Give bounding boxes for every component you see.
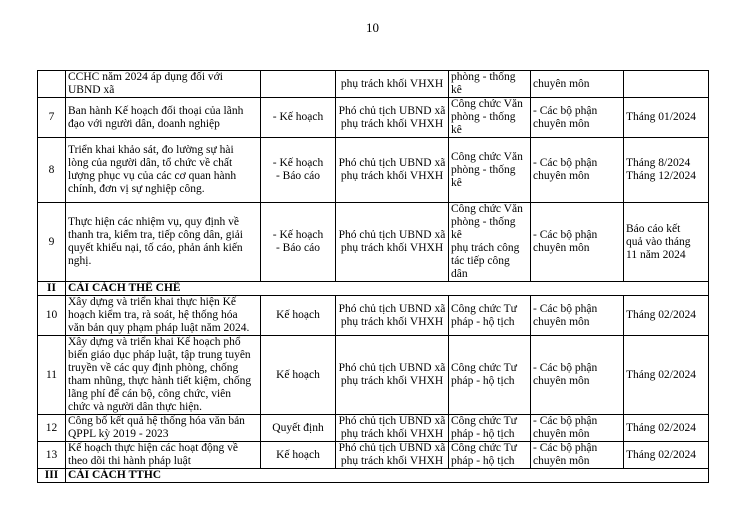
product-cell [261, 442, 336, 469]
task-cell-line: quyết khiếu nại, tố cáo, phản ánh kiến [68, 242, 243, 254]
task-cell-line: đạo với người dân, doanh nghiệp [68, 117, 220, 130]
task-cell-line: chức và người dân thực hiện. [68, 401, 202, 413]
coordinator-cell-line: Công chức Văn [451, 203, 523, 215]
task-cell-line: Ban hành Kế hoạch đối thoại của lãnh [68, 104, 244, 117]
task-cell [66, 442, 261, 469]
support-cell [531, 138, 624, 203]
row-number: 11 [38, 336, 66, 415]
coordinator-cell-line: Công chức Tư [451, 302, 517, 315]
support-cell-line: - Các bộ phận [533, 229, 598, 241]
support-cell-line: chuyên môn [533, 242, 590, 254]
support-cell [531, 296, 624, 336]
lead-cell-line: phụ trách khối VHXH [340, 242, 444, 254]
task-cell [66, 296, 261, 336]
lead-cell-line: phụ trách khối VHXH [340, 170, 444, 182]
lead-cell-line: Phó chủ tịch UBND xã [338, 442, 446, 454]
task-cell [66, 98, 261, 138]
support-cell [531, 336, 624, 415]
task-cell-line: theo dõi thi hành pháp luật [68, 455, 191, 467]
lead-cell-line: Phó chủ tịch UBND xã [338, 302, 446, 315]
coordinator-cell-line: pháp - hộ tịch [451, 428, 515, 440]
task-cell-line: biến giáo dục pháp luật, tập trung tuyên [68, 349, 251, 361]
support-cell-line: - Các bộ phận [533, 157, 598, 169]
lead-cell-line: Phó chủ tịch UBND xã [338, 362, 446, 374]
coordinator-cell-line: phòng - thống kê [451, 216, 516, 241]
task-cell-line: tham nhũng, thực hành tiết kiệm, chống [68, 375, 252, 387]
support-cell-line: - Các bộ phận [533, 104, 598, 117]
row-number: 9 [38, 203, 66, 282]
section-row [38, 469, 709, 483]
support-cell [531, 415, 624, 442]
support-cell-line: chuyên môn [533, 315, 590, 328]
coordinator-cell [449, 71, 531, 98]
time-cell-line: Tháng 02/2024 [626, 368, 696, 381]
lead-cell-line: Phó chủ tịch UBND xã [338, 229, 446, 241]
task-cell-line: CCHC năm 2024 áp dụng đối với [68, 71, 223, 83]
lead-cell-line: Phó chủ tịch UBND xã [338, 104, 446, 117]
task-cell-line: Công bố kết quả hệ thống hóa văn bản [68, 415, 245, 427]
lead-cell [336, 442, 449, 469]
page-number: 10 [366, 20, 379, 35]
table-row [38, 71, 709, 98]
coordinator-cell-line: Công chức Tư [451, 442, 517, 454]
lead-cell-line: phụ trách khối VHXH [340, 77, 444, 90]
coordinator-cell-line: phụ trách công [451, 242, 520, 254]
table-row [38, 98, 709, 138]
lead-cell-line: phụ trách khối VHXH [340, 455, 444, 467]
support-cell-line: chuyên môn [533, 170, 590, 182]
section-title: CẢI CÁCH TTHC [66, 469, 709, 483]
row-number: 12 [38, 415, 66, 442]
coordinator-cell [449, 203, 531, 282]
coordinator-cell [449, 296, 531, 336]
product-cell [261, 138, 336, 203]
row-number: 8 [38, 138, 66, 203]
table-row [38, 138, 709, 203]
lead-cell [336, 98, 449, 138]
task-cell-line: văn bản quy phạm pháp luật năm 2024. [68, 322, 250, 334]
task-cell-line: hoạch kiểm tra, rà soát, hệ thống hóa [68, 309, 238, 321]
coordinator-cell [449, 336, 531, 415]
section-row [38, 282, 709, 296]
product-cell-line: Quyết định [272, 421, 324, 434]
lead-cell-line: phụ trách khối VHXH [340, 375, 444, 387]
lead-cell-line: Phó chủ tịch UBND xã [338, 157, 446, 169]
coordinator-cell-line: Công chức Tư [451, 415, 517, 427]
coordinator-cell-line: Công chức Văn [451, 98, 523, 110]
coordinator-cell-line: pháp - hộ tịch [451, 455, 515, 467]
table-row [38, 203, 709, 282]
product-cell-line: - Báo cáo [275, 242, 321, 254]
coordinator-cell-line: pháp - hộ tịch [451, 375, 515, 387]
support-cell-line: - Các bộ phận [533, 415, 598, 427]
task-cell-line: QPPL kỳ 2019 - 2023 [68, 428, 169, 440]
task-cell-line: UBND xã [68, 84, 115, 96]
task-cell-line: Thực hiện các nhiệm vụ, quy định về [68, 216, 240, 228]
product-cell [261, 98, 336, 138]
time-cell [624, 296, 709, 336]
time-cell [624, 442, 709, 469]
section-number: III [38, 469, 66, 483]
coordinator-cell [449, 138, 531, 203]
time-cell-line: quả vào tháng [626, 235, 691, 248]
lead-cell [336, 296, 449, 336]
coordinator-cell-line: tác tiếp công dân [451, 255, 510, 280]
coordinator-cell-line: Công chức Văn [451, 150, 523, 163]
time-cell-line: Tháng 01/2024 [626, 111, 696, 123]
support-cell-line: chuyên môn [533, 375, 590, 387]
task-cell-line: Triển khai khảo sát, đo lường sự hài [68, 144, 234, 156]
task-cell-line: thanh tra, kiểm tra, tiếp công dân, giải [68, 229, 243, 241]
time-cell [624, 415, 709, 442]
table-row [38, 296, 709, 336]
task-cell [66, 415, 261, 442]
product-cell-line: - Báo cáo [275, 170, 321, 182]
support-cell-line: chuyên môn [533, 428, 590, 440]
lead-cell [336, 336, 449, 415]
product-cell [261, 71, 336, 98]
task-cell-line: Xây dựng và triển khai Kế hoạch phổ [68, 336, 241, 348]
task-cell-line: lãng phí để cán bộ, công chức, viên [68, 388, 232, 400]
product-cell-line: Kế hoạch [276, 309, 320, 321]
table-row [38, 415, 709, 442]
support-cell-line: - Các bộ phận [533, 362, 598, 374]
support-cell-line: chuyên môn [533, 77, 590, 90]
task-cell [66, 138, 261, 203]
product-cell [261, 336, 336, 415]
time-cell [624, 98, 709, 138]
product-cell-line: - Kế hoạch [272, 229, 324, 241]
task-cell-line: chính, đơn vị sự nghiệp công. [68, 183, 205, 195]
section-title: CẢI CÁCH THỂ CHẾ [66, 282, 709, 296]
product-cell [261, 296, 336, 336]
product-cell-line: Kế hoạch [276, 448, 320, 461]
time-cell [624, 336, 709, 415]
time-cell-line: Tháng 02/2024 [626, 448, 696, 461]
section-number: II [38, 282, 66, 296]
row-number: 10 [38, 296, 66, 336]
task-cell-line: Kế hoạch thực hiện các hoạt động về [68, 442, 239, 454]
support-cell-line: chuyên môn [533, 117, 590, 130]
coordinator-cell-line: phòng - thống kê [451, 111, 516, 136]
time-cell [624, 138, 709, 203]
lead-cell [336, 71, 449, 98]
time-cell-line: Tháng 02/2024 [626, 309, 696, 321]
lead-cell-line: phụ trách khối VHXH [340, 117, 444, 130]
product-cell [261, 415, 336, 442]
product-cell-line: - Kế hoạch [272, 157, 324, 169]
coordinator-cell [449, 415, 531, 442]
support-cell-line: chuyên môn [533, 455, 590, 467]
support-cell [531, 203, 624, 282]
time-cell-line: Tháng 02/2024 [626, 421, 696, 434]
lead-cell-line: phụ trách khối VHXH [340, 315, 444, 328]
task-cell-line: lòng của người dân, tổ chức về chất [68, 157, 233, 169]
coordinator-cell-line: pháp - hộ tịch [451, 315, 515, 328]
task-cell [66, 336, 261, 415]
task-cell [66, 203, 261, 282]
table-body [38, 71, 709, 483]
table-row [38, 336, 709, 415]
support-cell [531, 71, 624, 98]
coordinator-cell [449, 442, 531, 469]
coordinator-cell [449, 98, 531, 138]
time-cell-line: Tháng 8/2024 [626, 157, 691, 169]
time-cell-line: Báo cáo kết [626, 222, 681, 235]
lead-cell [336, 415, 449, 442]
time-cell [624, 71, 709, 98]
task-cell-line: Xây dựng và triển khai thực hiện Kế [68, 296, 236, 308]
table-row [38, 442, 709, 469]
coordinator-cell-line: phòng - thống kê [451, 71, 516, 96]
product-cell-line: Kế hoạch [276, 368, 320, 381]
task-cell [66, 71, 261, 98]
support-cell-line: - Các bộ phận [533, 302, 598, 315]
coordinator-cell-line: phòng - thống kê [451, 163, 516, 189]
support-cell [531, 442, 624, 469]
lead-cell-line: Phó chủ tịch UBND xã [338, 415, 446, 427]
task-cell-line: nghị. [68, 255, 92, 267]
support-cell-line: - Các bộ phận [533, 442, 598, 454]
lead-cell [336, 203, 449, 282]
coordinator-cell-line: Công chức Tư [451, 362, 517, 374]
row-number: 7 [38, 98, 66, 138]
row-number: 13 [38, 442, 66, 469]
support-cell [531, 98, 624, 138]
task-cell-line: lượng phục vụ của các cơ quan hành [68, 170, 237, 182]
lead-cell [336, 138, 449, 203]
task-cell-line: truyền về các quy định phòng, chống [68, 362, 239, 374]
product-cell [261, 203, 336, 282]
row-number [38, 71, 66, 98]
time-cell-line: Tháng 12/2024 [626, 170, 696, 182]
time-cell [624, 203, 709, 282]
time-cell-line: 11 năm 2024 [626, 248, 686, 261]
reform-plan-table [37, 70, 709, 483]
lead-cell-line: phụ trách khối VHXH [340, 428, 444, 440]
product-cell-line: - Kế hoạch [272, 111, 324, 123]
